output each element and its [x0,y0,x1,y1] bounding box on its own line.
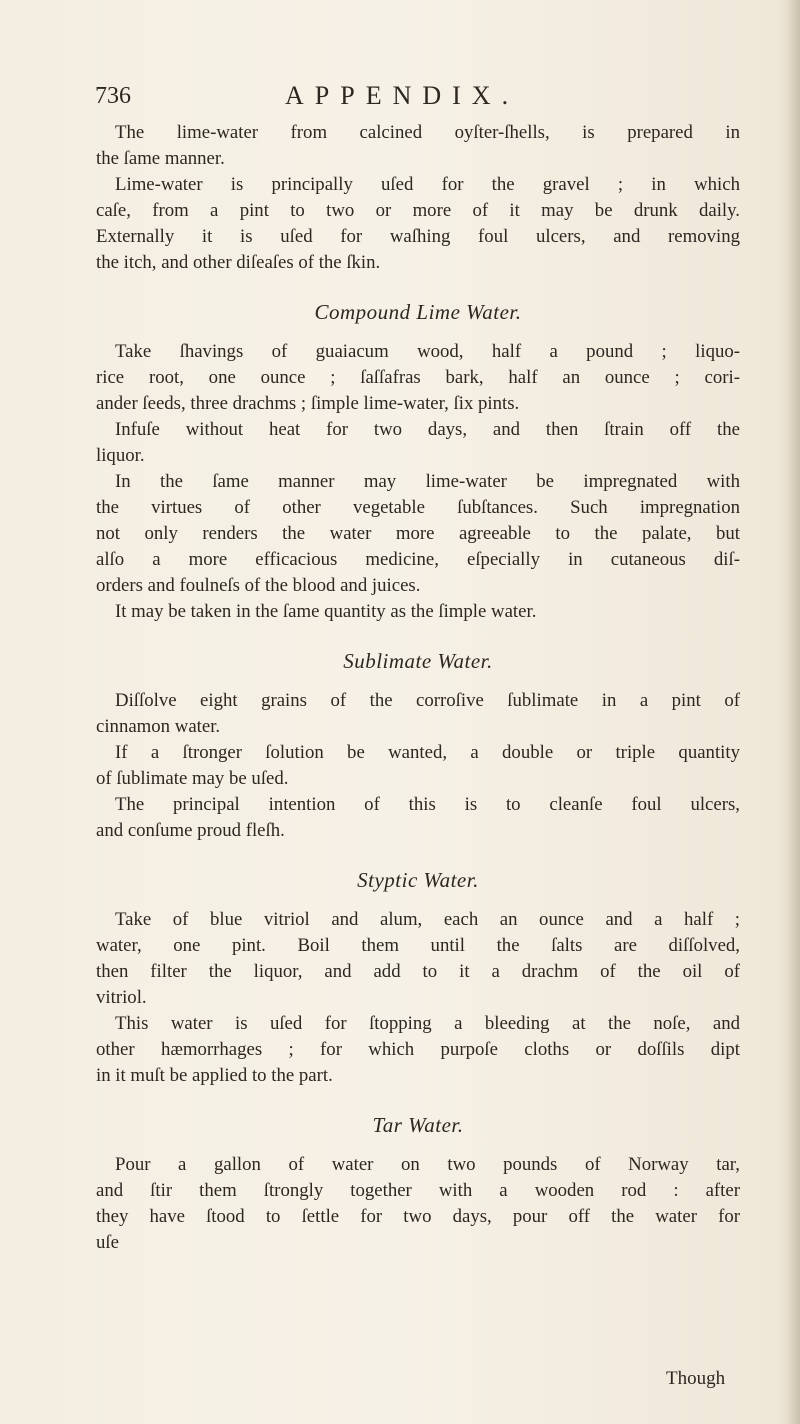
section-heading: Compound Lime Water. [314,300,522,324]
text-line: they have ſtood to ſettle for two days, pour off the water for [96,1206,740,1227]
text-line: Externally it is uſed for waſhing foul ulcers, and removing [96,226,740,247]
paragraph [96,120,740,172]
paragraph [96,599,740,625]
running-head [95,76,735,116]
section-heading: Tar Water. [372,1113,464,1137]
running-head-title: APPENDIX. [285,81,520,110]
text-line: In the ſame manner may lime-water be impregnated with [115,471,740,492]
text-line: and conſume proud fleſh. [96,820,285,841]
text-line: the itch, and other diſeaſes of the ſkin. [96,252,381,273]
page-number: 736 [95,83,131,109]
text-line: and ſtir them ſtrongly together with a wooden rod : after [96,1180,740,1201]
text-line: Take of blue vitriol and alum, each an ounce and a half ; [115,909,740,930]
paragraph [96,172,740,276]
text-line: then filter the liquor, and add to it a drachm of the oil of [96,961,740,982]
catchword: Though [666,1368,726,1389]
paragraph [96,469,740,599]
text-line: of ſublimate may be uſed. [96,768,289,789]
text-line: other hæmorrhages ; for which purpoſe cloths or doſſils dipt [96,1039,740,1060]
paragraph [96,417,740,469]
text-line: caſe, from a pint to two or more of it may be drunk daily. [96,200,740,221]
text-line: the virtues of other vegetable ſubſtances. Such impregnation [96,497,740,518]
paragraph [96,688,740,740]
text-line: in it muſt be applied to the part. [96,1065,333,1086]
paragraph [96,792,740,844]
paragraph [96,339,740,417]
text-line: liquor. [96,445,145,466]
text-line: cinnamon water. [96,716,221,737]
text-line: rice root, one ounce ; ſaſſafras bark, half an ounce ; cori- [96,367,740,388]
text-line: alſo a more efficacious medicine, eſpecially in cutaneous diſ- [96,549,740,570]
text-line: ander ſeeds, three drachms ; ſimple lime-water, ſix pints. [96,393,520,414]
text-column [96,120,740,1256]
text-line: It may be taken in the ſame quantity as the ſimple water. [115,601,537,622]
text-line: Lime-water is principally uſed for the gravel ; in which [115,174,740,195]
text-line: water, one pint. Boil them until the ſalts are diſſolved, [96,935,740,956]
text-line: Diſſolve eight grains of the corroſive ſublimate in a pint of [115,690,740,711]
text-line: If a ſtronger ſolution be wanted, a double or triple quantity [115,742,740,763]
paragraph [96,907,740,1011]
section-heading: Sublimate Water. [343,649,493,673]
text-line: the ſame manner. [96,148,225,169]
text-line: This water is uſed for ſtopping a bleeding at the noſe, and [115,1013,740,1034]
paragraph [96,1152,740,1256]
page-edge-shadow [786,0,800,1424]
text-line: vitriol. [96,987,147,1008]
text-line: Take ſhavings of guaiacum wood, half a pound ; liquo- [115,341,740,362]
paragraph [96,740,740,792]
text-line: orders and foulneſs of the blood and juices. [96,575,421,596]
text-line: The principal intention of this is to cleanſe foul ulcers, [115,794,740,815]
text-line: Pour a gallon of water on two pounds of Norway tar, [115,1154,740,1175]
paragraph [96,1011,740,1089]
text-line: The lime-water from calcined oyſter-ſhells, is prepared in [115,122,740,143]
text-line: uſe [96,1232,119,1253]
text-line: not only renders the water more agreeable to the palate, but [96,523,740,544]
section-heading: Styptic Water. [357,868,479,892]
text-line: Infuſe without heat for two days, and then ſtrain off the [115,419,740,440]
